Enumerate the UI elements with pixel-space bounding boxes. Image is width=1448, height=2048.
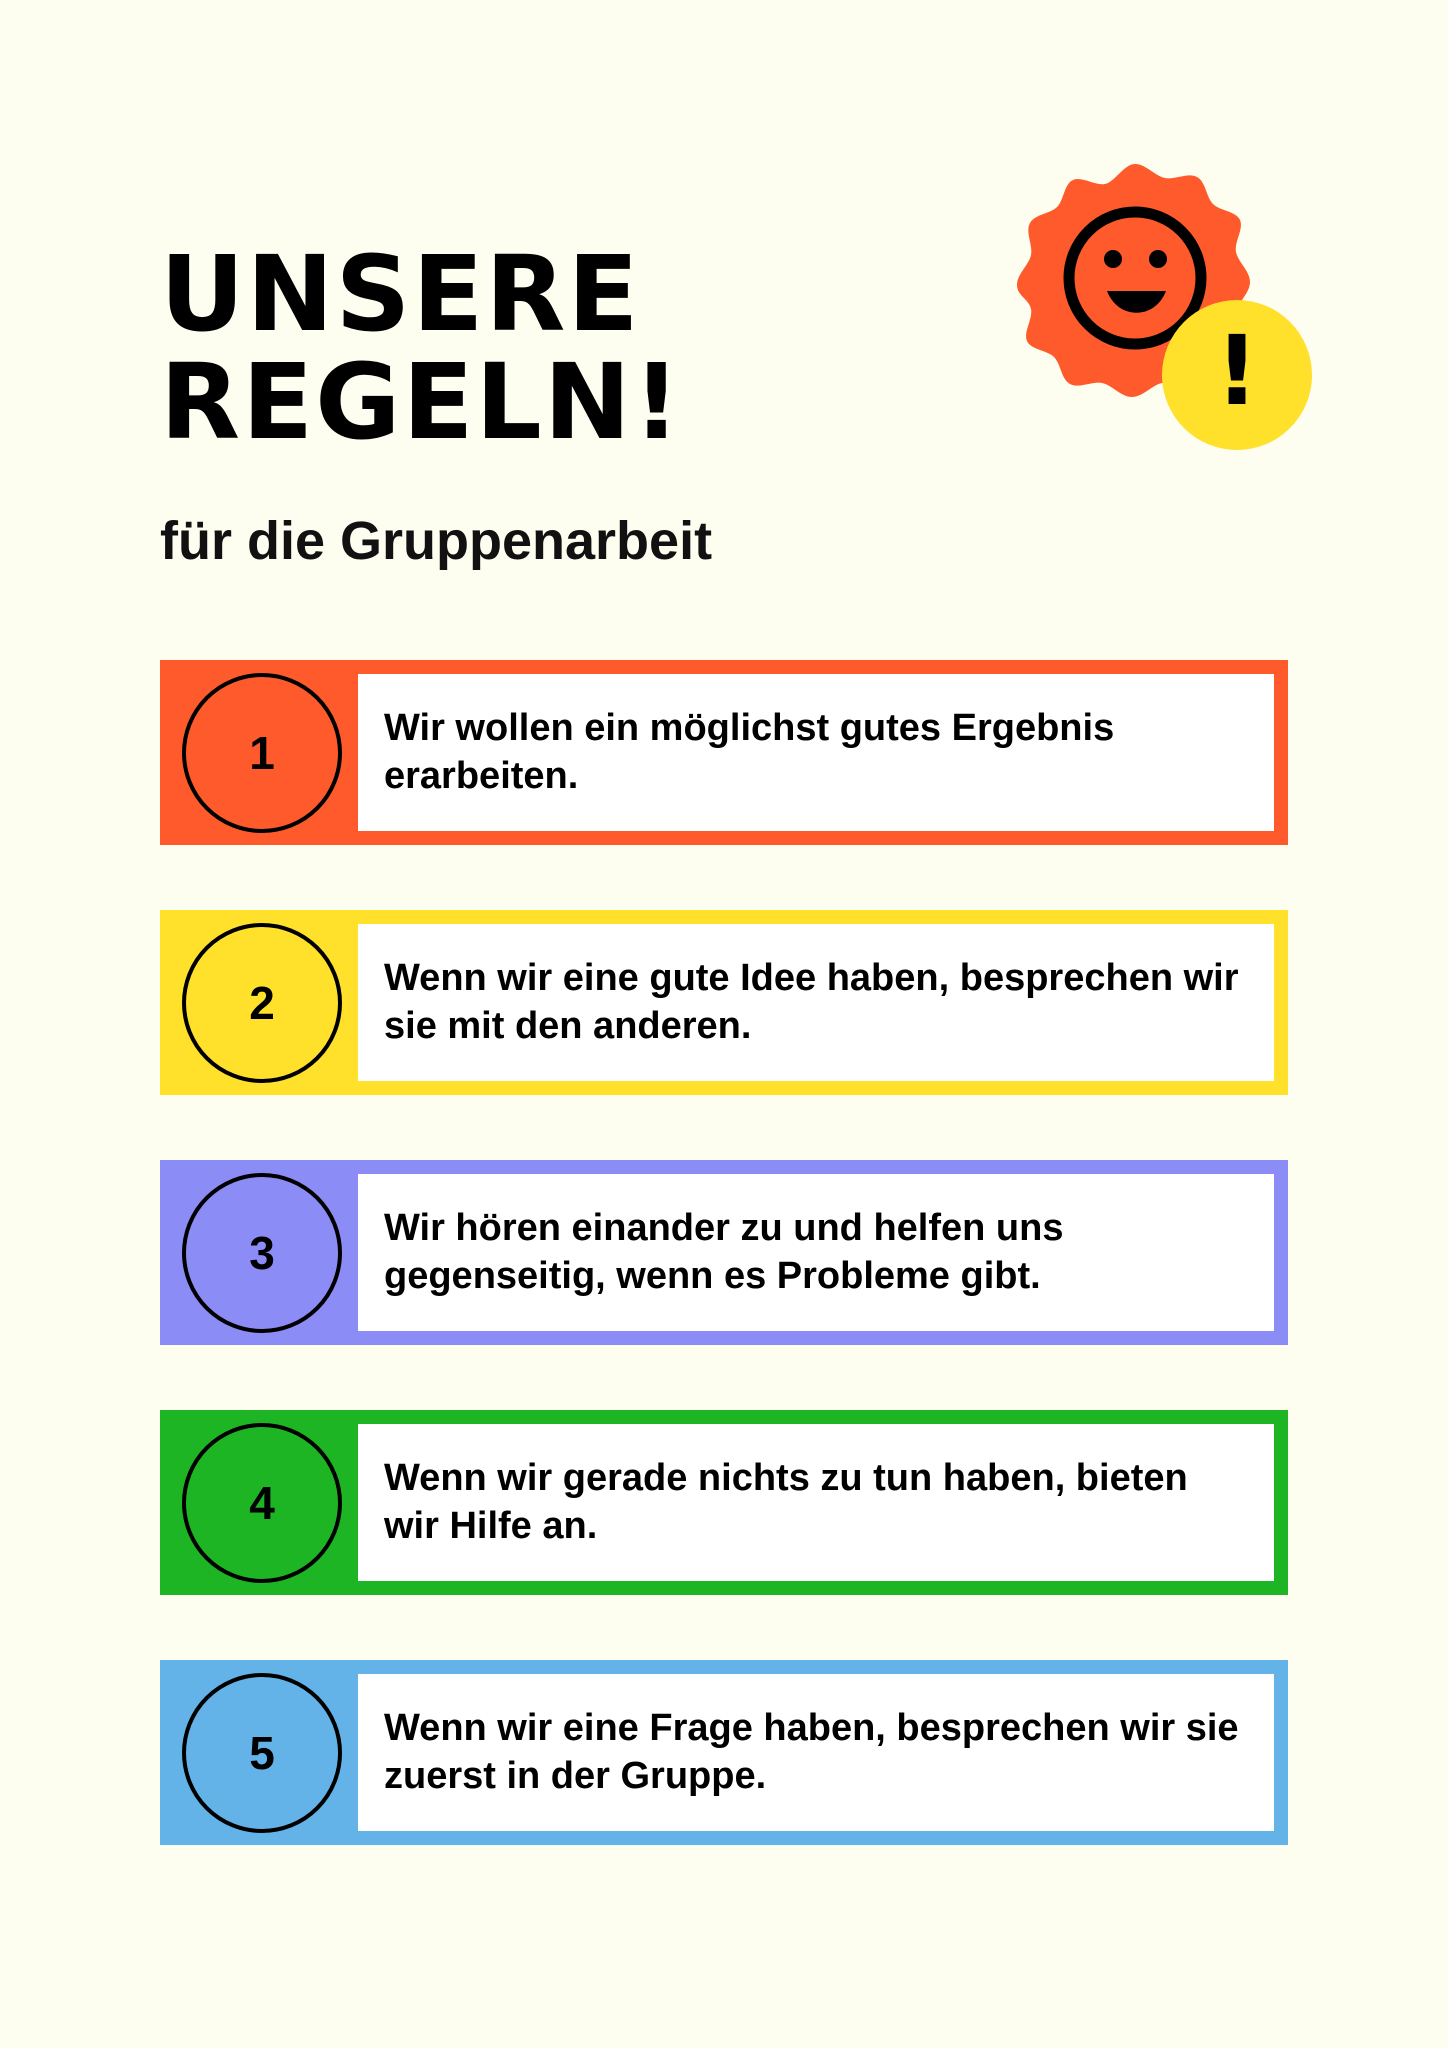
exclamation-mark: ! bbox=[1215, 315, 1259, 427]
rule-number: 1 bbox=[249, 726, 275, 779]
page-title-line-1: UNSERE bbox=[160, 233, 641, 355]
rule-number-badge bbox=[182, 1173, 342, 1333]
rule-text: Wenn wir eine gute Idee haben, besprechen wir sie mit den anderen. bbox=[384, 957, 1239, 1047]
rule-number: 4 bbox=[249, 1476, 275, 1529]
rule-number: 3 bbox=[249, 1226, 275, 1279]
rule-number: 2 bbox=[249, 976, 275, 1029]
rules-list bbox=[160, 660, 1288, 1845]
page-title-line-2: REGELN! bbox=[160, 341, 683, 464]
rule-text: Wenn wir gerade nichts zu tun haben, bieten wir Hilfe an. bbox=[384, 1457, 1188, 1547]
rule-text: Wenn wir eine Frage haben, besprechen wir sie zuerst in der Gruppe. bbox=[384, 1707, 1239, 1797]
rule-text-box bbox=[358, 674, 1274, 831]
list-item bbox=[160, 1660, 1288, 1845]
rule-number-badge bbox=[182, 1423, 342, 1583]
rule-number-badge bbox=[182, 1673, 342, 1833]
rule-text-box bbox=[358, 1424, 1274, 1581]
rule-text: Wir hören einander zu und helfen uns gegenseitig, wenn es Probleme gibt. bbox=[384, 1207, 1064, 1297]
list-item bbox=[160, 1160, 1288, 1345]
rule-text-box bbox=[358, 924, 1274, 1081]
poster-header bbox=[160, 233, 1060, 572]
exclamation-badge bbox=[1162, 300, 1312, 450]
page-title bbox=[160, 233, 1060, 464]
rule-number: 5 bbox=[249, 1726, 275, 1779]
rule-text-box bbox=[358, 1174, 1274, 1331]
list-item bbox=[160, 1410, 1288, 1595]
rule-text-box bbox=[358, 1674, 1274, 1831]
list-item bbox=[160, 910, 1288, 1095]
rule-number-badge bbox=[182, 673, 342, 833]
badge-cluster bbox=[1010, 160, 1310, 480]
rule-number-badge bbox=[182, 923, 342, 1083]
list-item bbox=[160, 660, 1288, 845]
rule-text: Wir wollen ein möglichst gutes Ergebnis erarbeiten. bbox=[384, 707, 1115, 797]
page-subtitle: für die Gruppenarbeit bbox=[160, 511, 713, 572]
